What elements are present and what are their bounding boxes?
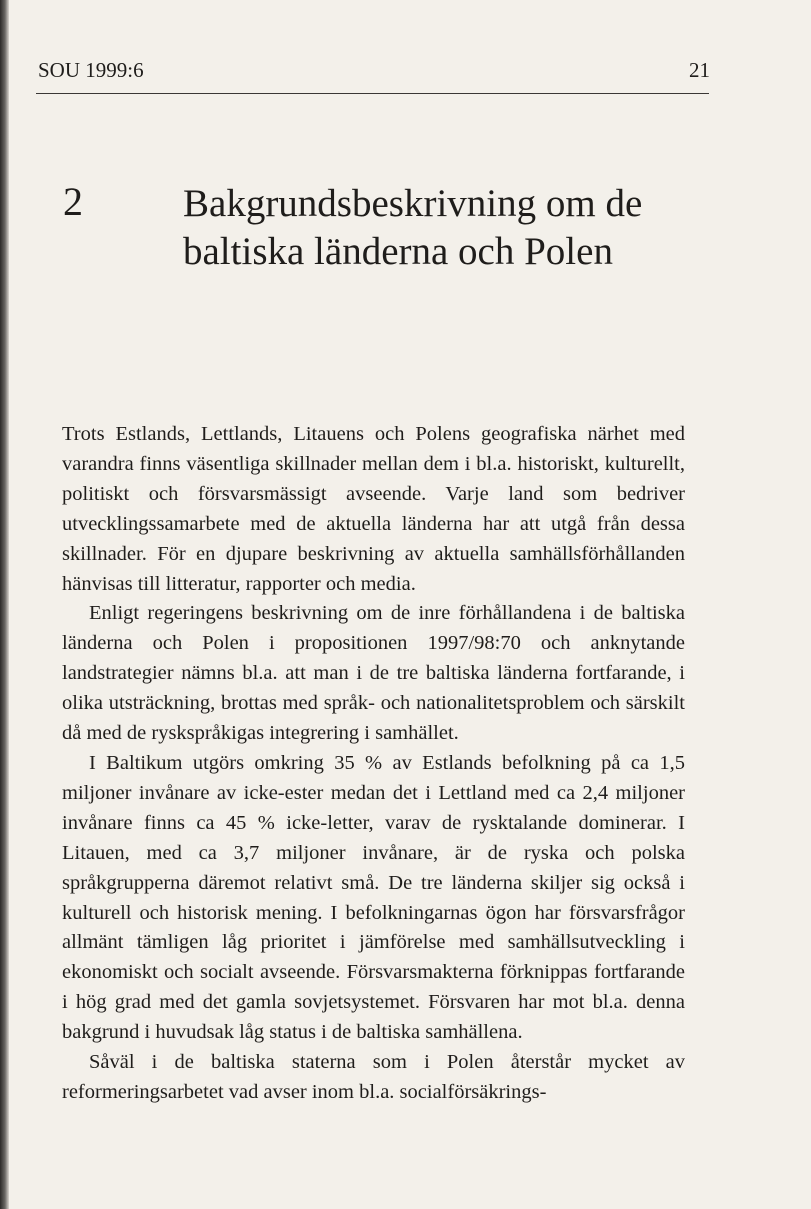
chapter-title — [183, 180, 703, 276]
chapter-title-line-2: baltiska länderna och Polen — [183, 230, 613, 273]
paragraph-1: Trots Estlands, Lettlands, Litauens och Polens geografiska närhet med varandra finns väsentliga skillnader mellan dem i bl.a. historiskt, kulturellt, politiskt och försvarsmässigt avseende. Varje land som bedriver utvecklingssamarbete med de aktuella länderna har att utgå från dessa skillnader. För en djupare beskrivning av aktuella samhällsförhållanden hänvisas till litteratur, rapporter och media. — [62, 423, 685, 595]
paragraph-4: Såväl i de baltiska staterna som i Polen återstår mycket av reformeringsarbetet vad avser inom bl.a. socialförsäkrings- — [62, 1051, 685, 1103]
running-head — [30, 52, 710, 84]
paragraph-2: Enligt regeringens beskrivning om de inre förhållandena i de baltiska länderna och Polen i propositionen 1997/98:70 och anknytande landstrategier nämns bl.a. att man i de tre baltiska länderna fortfarande, i olika utsträckning, brottas med språk- och nationalitetsproblem och särskilt då med de ryskspråkigas integrering i samhället. — [62, 602, 685, 745]
series-label: SOU 1999:6 — [38, 58, 144, 82]
body-text — [62, 420, 685, 1108]
chapter-title-line-1: Bakgrundsbeskrivning om de — [183, 182, 643, 225]
page-number: 21 — [689, 58, 710, 82]
page-binding-edge — [0, 0, 9, 1209]
paragraph-3: I Baltikum utgörs omkring 35 % av Estlands befolkning på ca 1,5 miljoner invånare av icke-ester medan det i Lettland med ca 2,4 miljoner invånare finns ca 45 % icke-letter, varav de rysktalande dominerar. I Litauen, med ca 3,7 miljoner invånare, är de ryska och polska språkgrupperna däremot relativt små. De tre länderna skiljer sig också i kulturell och historisk mening. I befolkningarnas ögon har försvarsfrågor allmänt tämligen låg prioritet i jämförelse med samhällsutveckling i ekonomiskt och socialt avseende. Försvarsmakterna förknippas fortfarande i hög grad med det gamla sovjetsystemet. Försvaren har mot bl.a. denna bakgrund i huvudsak låg status i de baltiska samhällena. — [62, 751, 685, 1044]
chapter-number: 2 — [63, 179, 83, 224]
header-rule — [36, 93, 709, 94]
